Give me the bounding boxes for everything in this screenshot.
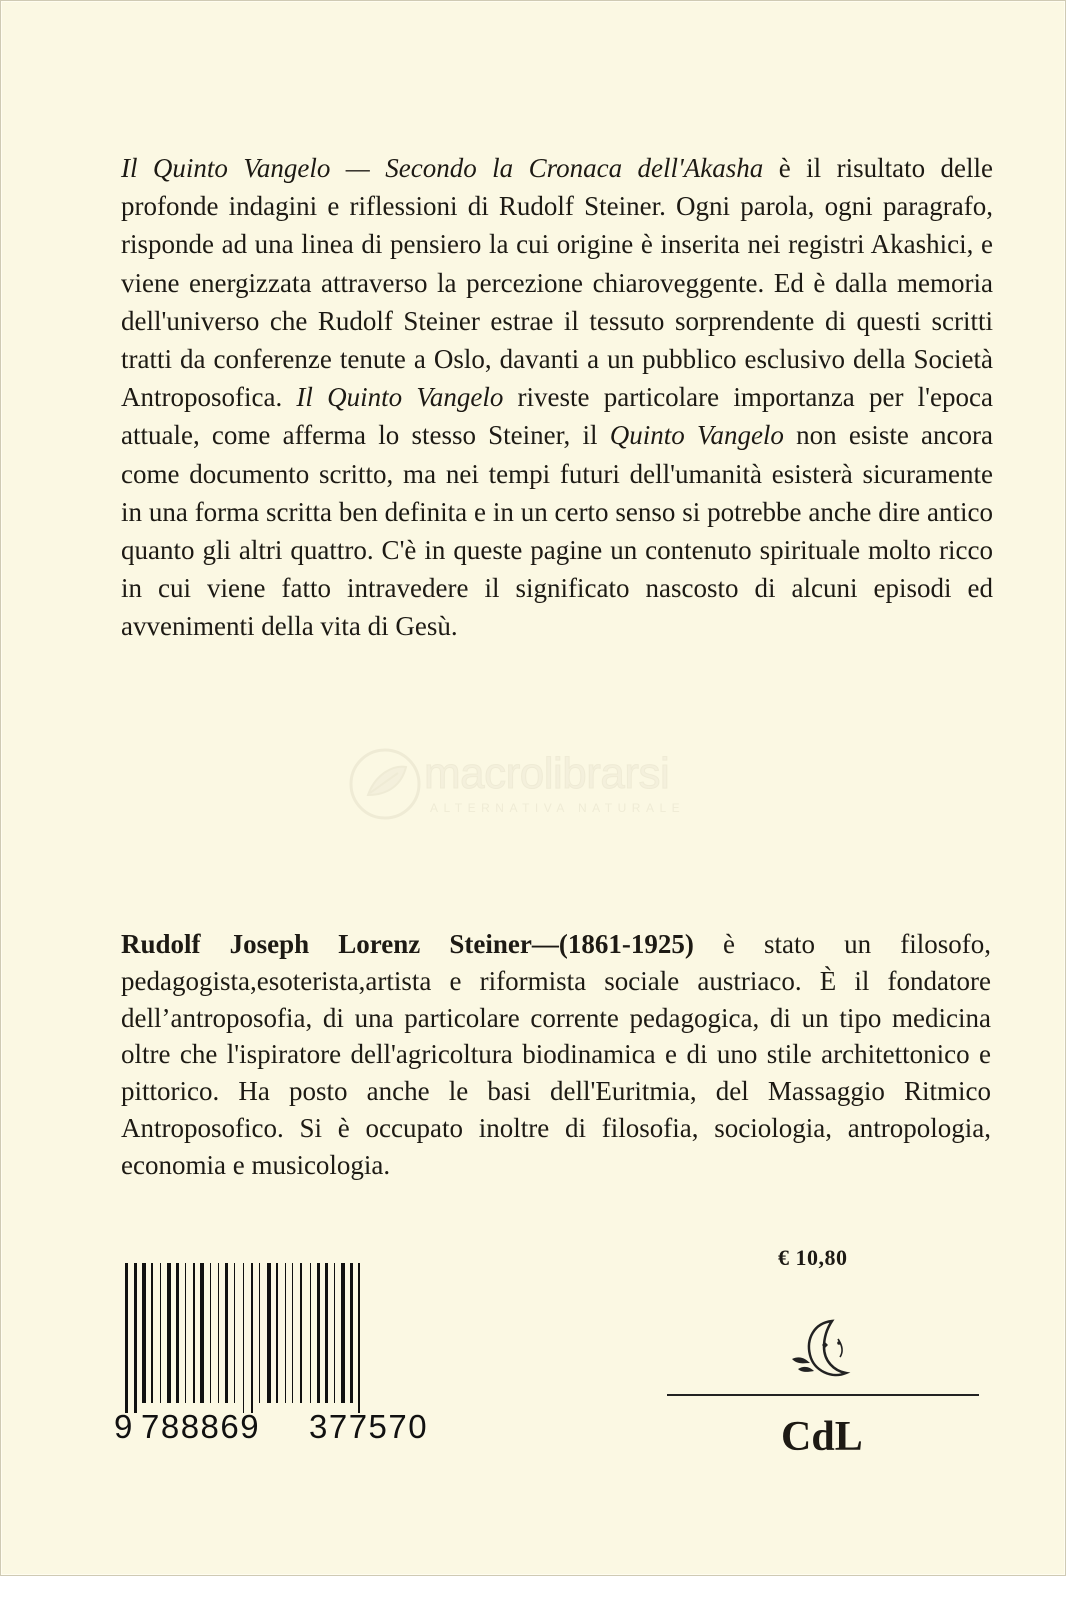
barcode-digit-first: 9 — [114, 1408, 134, 1445]
publisher-divider — [667, 1394, 979, 1396]
isbn-barcode — [114, 1263, 469, 1453]
book-description — [121, 149, 993, 646]
crescent-moon-icon — [784, 1315, 864, 1385]
watermark — [346, 745, 746, 825]
barcode-bars — [119, 1263, 469, 1413]
book-title-italic-2: Il Quinto Vangelo — [296, 382, 504, 413]
watermark-tagline: ALTERNATIVA NATURALE — [430, 801, 686, 815]
barcode-digits-right: 377570 — [309, 1408, 429, 1445]
author-biography — [121, 926, 991, 1184]
author-bio-text: è stato un filosofo, pedagogista,esoterista,artista e riformista sociale austriaco. È il fondatore dell’antroposofia, di una particolare corrente pedagogica, di un tipo medicina oltre che l'ispiratore dell'agricoltura biodinamica e di uno stile architettonico e pittorico. Ha posto anche le basi dell'Euritmia, del Massaggio Ritmico Antroposofico. Si è occupato inoltre di filosofia, sociologia, antropologia, economia e musicologia. — [121, 929, 991, 1180]
leaf-logo-icon — [346, 745, 424, 823]
description-text-2: riveste particolare importanza per l'epoca attuale, come afferma lo stesso Steiner, il — [121, 382, 993, 451]
watermark-name: macrolibrarsi — [424, 749, 670, 798]
author-name: Rudolf Joseph Lorenz Steiner—(1861-1925) — [121, 929, 694, 959]
description-text-3: non esiste ancora come documento scritto, ma nei tempi futuri dell'umanità esisterà sicuramente in una forma scritta ben definita e in un certo senso si potrebbe anche dire antico quanto gli altri quattro. C'è in queste pagine un contenuto spirituale molto ricco in cui viene fatto intravedere il significato nascosto di alcuni episodi ed avvenimenti della vita di Gesù. — [121, 420, 993, 642]
barcode-digits-left: 788869 — [141, 1408, 261, 1445]
book-title-italic: Il Quinto Vangelo — Secondo la Cronaca dell'Akasha — [121, 153, 764, 183]
price-label: € 10,80 — [778, 1245, 848, 1270]
book-title-italic-3: Quinto Vangelo — [609, 420, 784, 451]
publisher-logo-text: CdL — [781, 1414, 863, 1460]
description-text-1: è il risultato delle profonde indagini e riflessioni di Rudolf Steiner. Ogni parola, ogni paragrafo, risponde ad una linea di pensiero la cui origine è inserita nei registri Akashici, e viene energizzata attraverso la percezione chiaroveggente. Ed è dalla memoria dell'universo che Rudolf Steiner estrae il tessuto sorprendente di questi scritti tratti da conferenze tenute a Oslo, davanti a un pubblico esclusivo della Società Antroposofica. — [121, 153, 994, 413]
